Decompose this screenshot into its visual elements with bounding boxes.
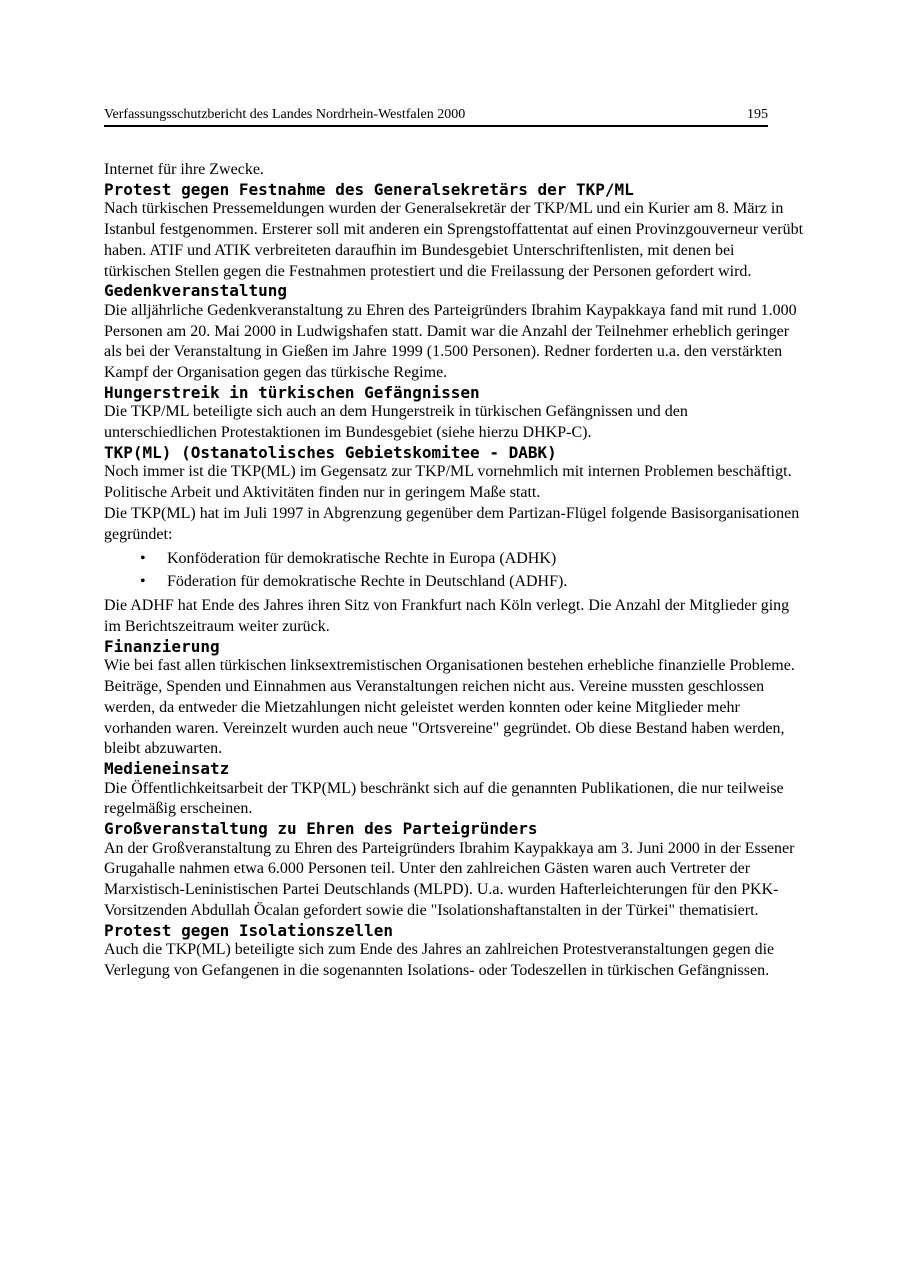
bullet-icon: • <box>140 549 146 567</box>
section-heading-isolationszellen: Protest gegen Isolationszellen <box>104 920 393 940</box>
running-header <box>104 107 768 127</box>
header-title: Verfassungsschutzbericht des Landes Nordrhein-Westfalen 2000 <box>104 107 466 122</box>
section-heading-medieneinsatz: Medieneinsatz <box>104 759 230 779</box>
page-content <box>104 160 804 982</box>
paragraph-isolationszellen: Auch die TKP(ML) beteiligte sich zum Ende des Jahres an zahlreichen Protestveranstaltungen gegen die Verlegung von Gefangenen in die sogenannten Isolations- oder Todeszellen in türkischen Gefängnissen. <box>104 941 775 979</box>
organisation-list <box>104 549 804 594</box>
list-item-text: Konföderation für demokratische Rechte in Europa (ADHK) <box>167 549 557 567</box>
section-heading-hungerstreik: Hungerstreik in türkischen Gefängnissen <box>104 382 480 402</box>
paragraph-gedenkveranstaltung: Die alljährliche Gedenkveranstaltung zu Ehren des Parteigründers Ibrahim Kaypakkaya fand mit rund 1.000 Personen am 20. Mai 2000 in Ludwigshafen statt. Damit war die Anzahl der Teilnehmer erheblich geringer als bei der Veranstaltung in Gießen im Jahre 1999 (1.500 Personen). Redner forderten u.a. den verstärkten Kampf der Organisation gegen das türkische Regime. <box>104 301 797 382</box>
list-item <box>104 549 804 570</box>
section-heading-protest-festnahme: Protest gegen Festnahme des Generalsekretärs der TKP/ML <box>104 179 634 199</box>
page-number: 195 <box>747 107 768 122</box>
paragraph-medieneinsatz: Die Öffentlichkeitsarbeit der TKP(ML) beschränkt sich auf die genannten Publikationen, die nur teilweise regelmäßig erscheinen. <box>104 779 784 818</box>
section-heading-grossveranstaltung: Großveranstaltung zu Ehren des Parteigründers <box>104 819 538 839</box>
paragraph-tkp-ml-dabk-2: Die TKP(ML) hat im Juli 1997 in Abgrenzung gegenüber dem Partizan-Flügel folgende Basisorganisationen gegründet: <box>104 504 800 543</box>
section-heading-finanzierung: Finanzierung <box>104 636 220 656</box>
paragraph-finanzierung: Wie bei fast allen türkischen linksextremistischen Organisationen bestehen erhebliche finanzielle Probleme. Beiträge, Spenden und Einnahmen aus Veranstaltungen reichen nicht aus. Vereine mussten geschlossen werden, da entweder die Mietzahlungen nicht geleistet werden konnten oder keine Mitglieder mehr vorhanden waren. Vereinzelt wurden auch neue "Ortsvereine" gegründet. Ob diese Bestand haben werden, bleibt abzuwarten. <box>104 657 795 758</box>
paragraph-tkp-ml-dabk-1: Noch immer ist die TKP(ML) im Gegensatz zur TKP/ML vornehmlich mit internen Problemen beschäftigt. Politische Arbeit und Aktivitäten finden nur in geringem Maße statt. <box>104 463 792 502</box>
paragraph-tkp-ml-dabk-3: Die ADHF hat Ende des Jahres ihren Sitz von Frankfurt nach Köln verlegt. Die Anzahl der Mitglieder ging im Berichtszeitraum weiter zurück. <box>104 597 790 635</box>
paragraph-hungerstreik: Die TKP/ML beteiligte sich auch an dem Hungerstreik in türkischen Gefängnissen und den unterschiedlichen Protestaktionen im Bundesgebiet (siehe hierzu DHKP-C). <box>104 403 688 442</box>
intro-paragraph: Internet für ihre Zwecke. <box>104 161 264 178</box>
section-heading-gedenkveranstaltung: Gedenkveranstaltung <box>104 281 288 301</box>
list-item-text: Föderation für demokratische Rechte in Deutschland (ADHF). <box>167 573 568 591</box>
paragraph-grossveranstaltung: An der Großveranstaltung zu Ehren des Parteigründers Ibrahim Kaypakkaya am 3. Juni 2000 in der Essener Grugahalle nahmen etwa 6.000 Personen teil. Unter den zahlreichen Gästen waren auch Vertreter der Marxistisch-Leninistischen Partei Deutschlands (MLPD). U.a. wurden Hafterleichterungen für den PKK-Vorsitzenden Abdullah Öcalan gefordert sowie die "Isolationshaftanstalten in der Türkei" thematisiert. <box>104 839 795 919</box>
section-heading-tkp-ml-dabk: TKP(ML) (Ostanatolisches Gebietskomitee - DABK) <box>104 442 557 462</box>
list-item <box>104 572 804 593</box>
bullet-icon: • <box>140 573 146 591</box>
paragraph-protest-festnahme: Nach türkischen Pressemeldungen wurden der Generalsekretär der TKP/ML und ein Kurier am 8. März in Istanbul festgenommen. Ersterer soll mit anderen ein Sprengstoffattentat auf einen Provinzgouverneur verübt haben. ATIF und ATIK verbreiteten daraufhin im Bundesgebiet Unterschriftenlisten, mit denen bei türkischen Stellen gegen die Festnahmen protestiert und die Freilassung der Personen gefordert wird. <box>104 200 804 280</box>
